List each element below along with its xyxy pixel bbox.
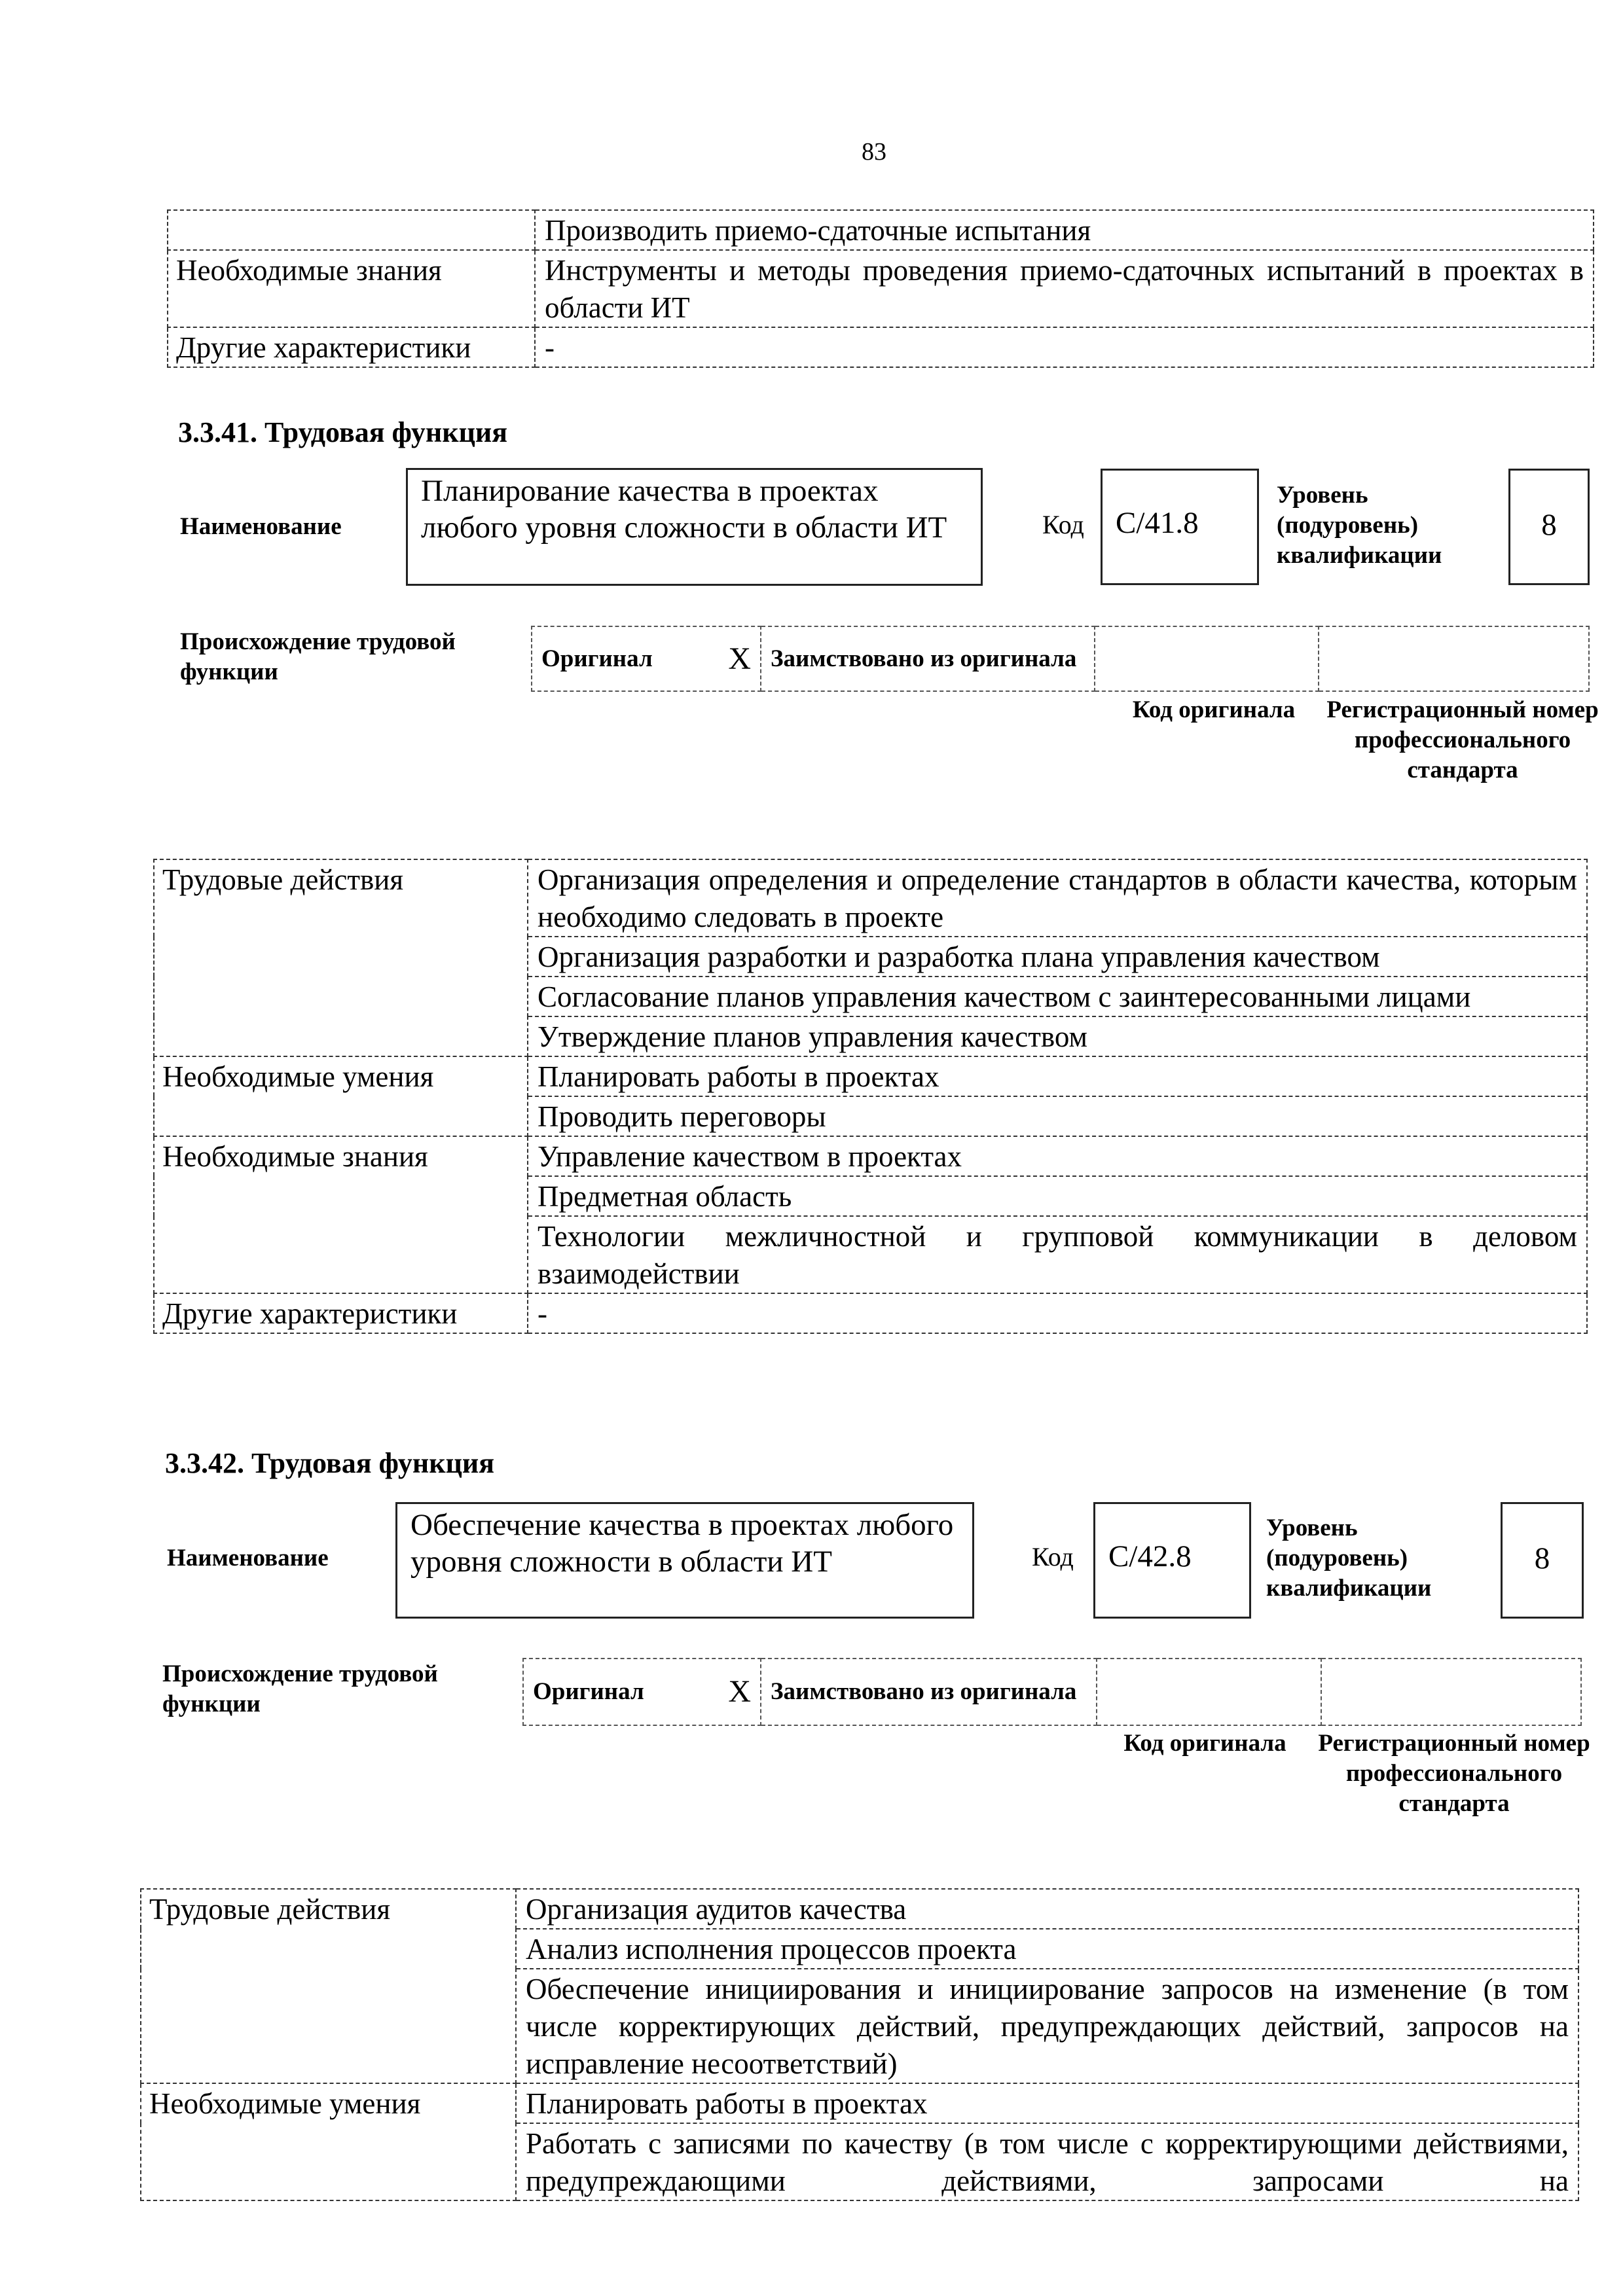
borrowed-label: Заимствовано из оригинала: [761, 1659, 1097, 1725]
skill-item: Планировать работы в проектах: [528, 1056, 1587, 1096]
action-item: Организация разработки и разработка плана управления качеством: [528, 937, 1587, 977]
original-label: Оригинал: [533, 1678, 644, 1705]
row-label: [168, 210, 535, 250]
original-code-cell: [1097, 1659, 1321, 1725]
name-label: Наименование: [167, 1545, 329, 1571]
origin-table: [522, 1658, 1582, 1726]
action-item: Организация аудитов качества: [516, 1889, 1578, 1929]
original-x-mark: X: [728, 1674, 751, 1709]
knowledge-item: Управление качеством в проектах: [528, 1136, 1587, 1176]
knowledge-item: Технологии межличностной и групповой коммуникации в деловом взаимодействии: [528, 1216, 1587, 1293]
action-item: Анализ исполнения процессов проекта: [516, 1929, 1578, 1969]
page-number: 83: [862, 138, 886, 166]
row-value: Инструменты и методы проведения приемо-сдаточных испытаний в проектах в области ИТ: [535, 250, 1594, 327]
actions-label: Трудовые действия: [141, 1889, 516, 2083]
code-label: Код: [1032, 1542, 1074, 1571]
actions-label: Трудовые действия: [154, 859, 528, 1056]
original-x-mark: X: [728, 641, 751, 676]
section-heading-3-3-42: 3.3.42. Трудовая функция: [165, 1447, 495, 1479]
reg-number-caption: Регистрационный номер профессионального стандарта: [1326, 696, 1599, 783]
level-box: 8: [1501, 1502, 1584, 1619]
row-label: Необходимые знания: [168, 250, 535, 327]
reg-number-cell: [1321, 1659, 1581, 1725]
action-item: Утверждение планов управления качеством: [528, 1016, 1587, 1056]
function-code-box: C/42.8: [1093, 1502, 1251, 1619]
other-label: Другие характеристики: [154, 1293, 528, 1333]
row-label: Другие характеристики: [168, 327, 535, 367]
level-label: Уровень (подуровень) квалификации: [1277, 482, 1442, 569]
borrowed-label: Заимствовано из оригинала: [761, 626, 1095, 691]
skills-label: Необходимые умения: [141, 2083, 516, 2200]
function-name-box: Обеспечение качества в проектах любого уровня сложности в области ИТ: [395, 1502, 974, 1619]
knowledge-label: Необходимые знания: [154, 1136, 528, 1293]
function-code-box: C/41.8: [1101, 469, 1259, 585]
section-heading-3-3-41: 3.3.41. Трудовая функция: [178, 416, 508, 448]
function-42-table: [140, 1888, 1579, 2201]
skill-item: Проводить переговоры: [528, 1096, 1587, 1136]
other-value: -: [528, 1293, 1587, 1333]
skills-label: Необходимые умения: [154, 1056, 528, 1136]
code-label: Код: [1042, 510, 1084, 539]
action-item: Обеспечение инициирования и инициирование запросов на изменение (в том числе корректирующих действий, предупреждающих действий, запросов на исправление несоответствий): [516, 1969, 1578, 2083]
function-41-table: [153, 859, 1588, 1334]
action-item: Организация определения и определение стандартов в области качества, которым необходимо следовать в проекте: [528, 859, 1587, 937]
reg-number-caption: Регистрационный номер профессионального стандарта: [1318, 1730, 1590, 1817]
level-label: Уровень (подуровень) квалификации: [1266, 1515, 1432, 1602]
skill-item: Работать с записями по качеству (в том числе с корректирующими действиями, предупреждающими действиями, запросами на: [516, 2123, 1578, 2200]
original-label: Оригинал: [541, 645, 653, 672]
original-code-caption: Код оригинала: [1132, 696, 1296, 723]
original-code-caption: Код оригинала: [1123, 1730, 1286, 1757]
origin-label: Происхождение трудовой функции: [180, 628, 456, 685]
action-item: Согласование планов управления качеством с заинтересованными лицами: [528, 977, 1587, 1016]
original-code-cell: [1095, 626, 1319, 691]
level-box: 8: [1508, 469, 1590, 585]
reg-number-cell: [1319, 626, 1589, 691]
row-value: -: [535, 327, 1594, 367]
origin-label: Происхождение трудовой функции: [162, 1660, 438, 1717]
skill-item: Планировать работы в проектах: [516, 2083, 1578, 2123]
knowledge-item: Предметная область: [528, 1176, 1587, 1216]
origin-table: [531, 626, 1590, 692]
name-label: Наименование: [180, 513, 342, 540]
continued-table: [167, 209, 1594, 368]
function-name-box: Планирование качества в проектах любого уровня сложности в области ИТ: [406, 468, 983, 586]
row-value: Производить приемо-сдаточные испытания: [535, 210, 1594, 250]
